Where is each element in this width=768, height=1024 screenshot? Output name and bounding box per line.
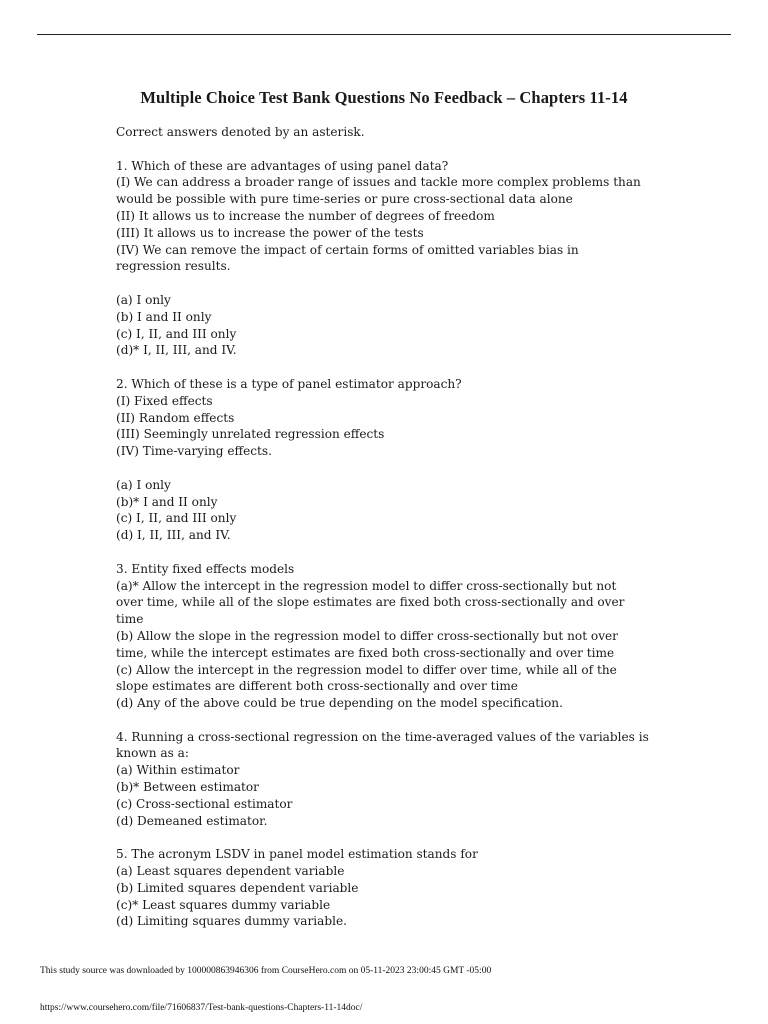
answer-option-correct: (b)* Between estimator xyxy=(116,780,259,795)
question-statement: (IV) We can remove the impact of certain forms of omitted variables bias in xyxy=(116,242,579,257)
answer-option-correct: (c)* Least squares dummy variable xyxy=(116,897,331,912)
answer-option: slope estimates are different both cross-sectionally and over time xyxy=(116,679,518,694)
question-stem: 5. The acronym LSDV in panel model estimation stands for xyxy=(116,847,478,862)
intro-text: Correct answers denoted by an asterisk. xyxy=(116,125,365,139)
header-divider xyxy=(37,34,731,35)
question-2 xyxy=(116,376,676,544)
source-url-link[interactable]: https://www.coursehero.com/file/71606837/Test-bank-questions-Chapters-11-14doc/ xyxy=(40,1003,363,1013)
question-stem: known as a: xyxy=(116,746,189,761)
answer-option: (a) Least squares dependent variable xyxy=(116,864,345,879)
question-1 xyxy=(116,158,676,360)
answer-option: time, while the intercept estimates are fixed both cross-sectionally and over time xyxy=(116,645,615,660)
question-4 xyxy=(116,729,676,830)
answer-option: (d) I, II, III, and IV. xyxy=(116,528,231,543)
answer-option: (d) Limiting squares dummy variable. xyxy=(116,914,347,929)
document-title: Multiple Choice Test Bank Questions No Feedback – Chapters 11-14 xyxy=(140,88,628,107)
question-statement: (II) It allows us to increase the number of degrees of freedom xyxy=(116,208,495,223)
answer-option: (d) Demeaned estimator. xyxy=(116,813,268,828)
question-stem: 2. Which of these is a type of panel estimator approach? xyxy=(116,376,462,391)
question-5 xyxy=(116,846,676,930)
answer-option: (a) Within estimator xyxy=(116,763,240,778)
answer-option: (c) I, II, and III only xyxy=(116,511,237,526)
question-statement: (IV) Time-varying effects. xyxy=(116,444,272,459)
question-stem: 3. Entity fixed effects models xyxy=(116,561,295,576)
question-stem: 1. Which of these are advantages of using panel data? xyxy=(116,158,449,173)
answer-option: (b) Allow the slope in the regression model to differ cross-sectionally but not over xyxy=(116,628,618,643)
download-notice: This study source was downloaded by 100000863946306 from CourseHero.com on 05-11-2023 23:00:45 GMT -05:00 xyxy=(40,966,492,976)
answer-option-correct: (a)* Allow the intercept in the regression model to differ cross-sectionally but not xyxy=(116,578,617,593)
answer-option: (a) I only xyxy=(116,477,171,492)
question-stem: 4. Running a cross-sectional regression on the time-averaged values of the variables is xyxy=(116,729,649,744)
question-statement: regression results. xyxy=(116,259,231,274)
answer-option-correct: time xyxy=(116,612,144,627)
question-3 xyxy=(116,561,676,712)
question-statement: (III) Seemingly unrelated regression effects xyxy=(116,427,385,442)
answer-option: (d) Any of the above could be true depending on the model specification. xyxy=(116,696,563,711)
answer-option: (b) Limited squares dependent variable xyxy=(116,880,359,895)
answer-option: (b) I and II only xyxy=(116,309,212,324)
answer-option-correct: (d)* I, II, III, and IV. xyxy=(116,343,237,358)
document-body xyxy=(116,124,676,930)
question-statement: would be possible with pure time-series or pure cross-sectional data alone xyxy=(116,192,573,207)
question-statement: (II) Random effects xyxy=(116,410,235,425)
answer-option: (c) Allow the intercept in the regression model to differ over time, while all of the xyxy=(116,662,617,677)
answer-option-correct: (b)* I and II only xyxy=(116,494,218,509)
answer-option: (c) Cross-sectional estimator xyxy=(116,796,293,811)
answer-option-correct: over time, while all of the slope estimates are fixed both cross-sectionally and over xyxy=(116,595,625,610)
answer-option: (a) I only xyxy=(116,292,171,307)
question-statement: (I) We can address a broader range of issues and tackle more complex problems than xyxy=(116,175,641,190)
answer-option: (c) I, II, and III only xyxy=(116,326,237,341)
question-statement: (I) Fixed effects xyxy=(116,393,213,408)
question-statement: (III) It allows us to increase the power of the tests xyxy=(116,225,424,240)
